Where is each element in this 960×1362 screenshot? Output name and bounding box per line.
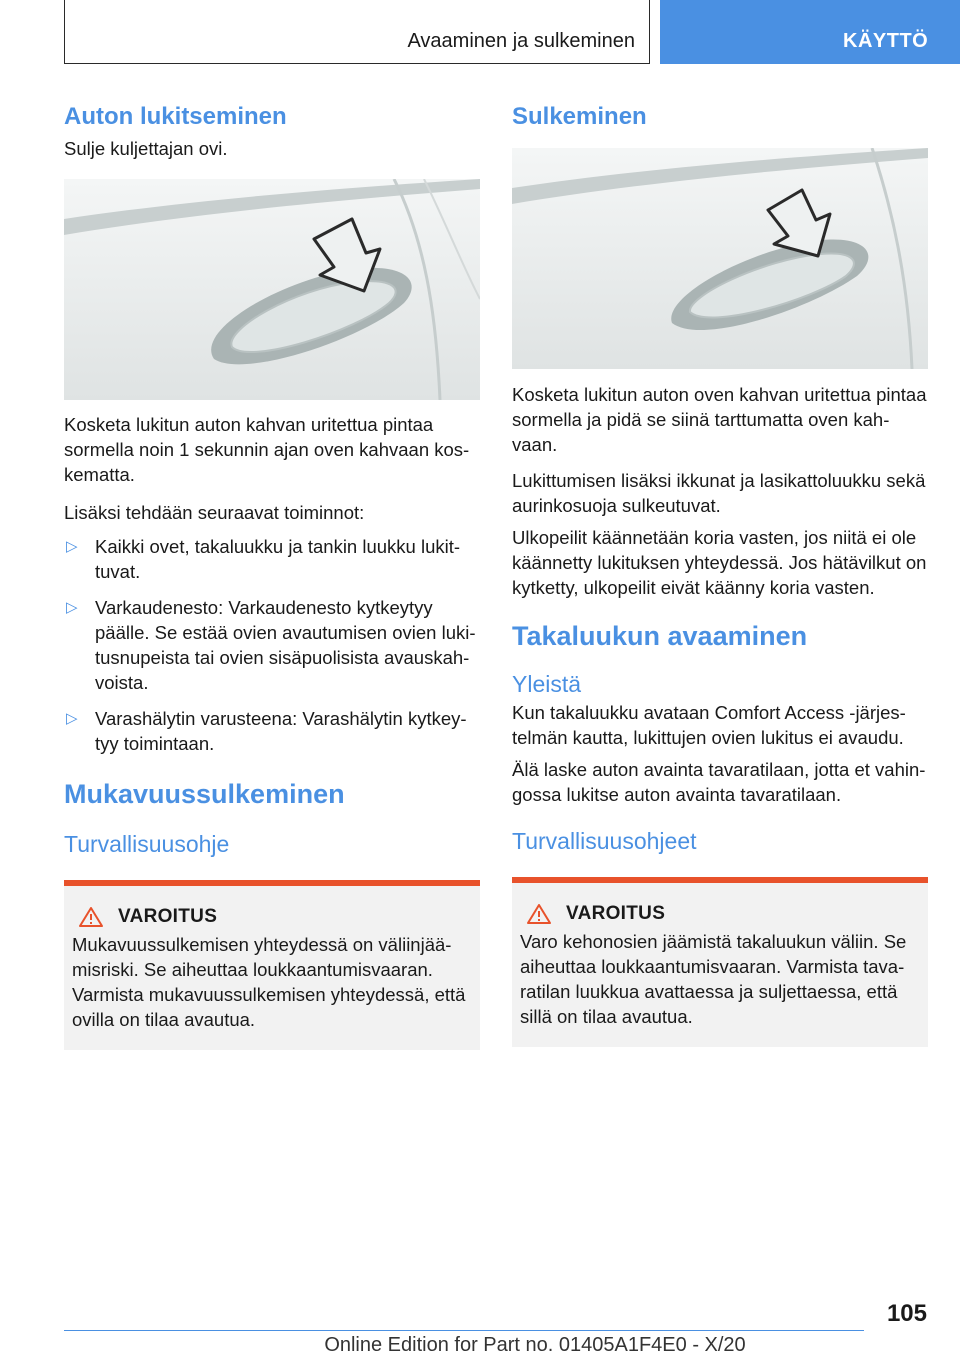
footer-edition: Online Edition for Part no. 01405A1F4E0 - X/20 [324, 1334, 746, 1356]
heading-locking: Auton lukitseminen [64, 103, 287, 130]
header-chapter-label: KÄYTTÖ [843, 30, 929, 52]
list-item: ▷ Kaikki ovet, takaluukku ja tankin luukku lukittuvat. [66, 536, 461, 582]
page-number: 105 [886, 1300, 927, 1327]
header-chapter-tab[interactable] [660, 0, 960, 64]
functions-list [64, 534, 480, 756]
touch-lock-text: Kosketa lukitun auton kahvan uritettua pintaa sormella noin 1 sekunnin ajan oven kahvaan koskematta. [64, 414, 470, 485]
door-handle-figure [64, 179, 480, 400]
bullet-triangle-icon: ▷ [66, 599, 78, 616]
heading-safety-notes: Turvallisuusohjeet [512, 828, 697, 854]
warning-triangle-icon [78, 906, 104, 928]
warning-triangle-icon [526, 903, 552, 925]
touch-hold-text: Kosketa lukitun auton oven kahvan uritettua pintaa sormella ja pidä se siinä tarttumatta oven kahvaan. [512, 384, 927, 455]
bullet-triangle-icon: ▷ [66, 710, 78, 727]
left-column [64, 100, 480, 1050]
close-door-text: Sulje kuljettajan ovi. [64, 138, 228, 159]
heading-opening-tailgate: Takaluukun avaaminen [512, 621, 808, 651]
additional-functions-text: Lisäksi tehdään seuraavat toiminnot: [64, 502, 365, 523]
warning-box [512, 877, 928, 1047]
door-handle-figure [512, 148, 928, 369]
right-column [512, 100, 928, 1047]
heading-comfort-closing: Mukavuussulkeminen [64, 779, 345, 809]
warning-box [64, 880, 480, 1050]
key-warning-text: Älä laske auton avainta tavaratilaan, jotta et vahingossa lukitse auton avainta tavaratilaan. [512, 759, 926, 805]
list-item: ▷ Varashälytin varusteena: Varashälytin kytkeytyy toimintaan. [66, 708, 467, 754]
header-section-title: Avaaminen ja sulkeminen [407, 30, 635, 52]
warning-text: Mukavuussulkemisen yhteydessä on väliinjäämisriski. Se aiheuttaa loukkaantumisvaaran. Varmista mukavuussulkemisen yhteydessä, että ovilla on tilaa avautua. [72, 934, 466, 1030]
header-frame [64, 0, 650, 64]
heading-closing: Sulkeminen [512, 103, 647, 130]
list-item: ▷ Varkaudenesto: Varkaudenesto kytkeytyy päälle. Se estää ovien avautumisen ovien lukitusnupeista tai ovien sisäpuolisista avauskahvoista. [66, 597, 476, 693]
footer-divider [64, 1330, 864, 1331]
bullet-triangle-icon: ▷ [66, 538, 78, 555]
door-handle-arrow-icon [64, 179, 480, 400]
door-handle-arrow-icon [512, 148, 928, 369]
heading-safety-note: Turvallisuusohje [64, 831, 230, 857]
mirrors-fold-text: Ulkopeilit käännetään koria vasten, jos niitä ei ole käännetty lukituksen yhteydessä. Jos hätävilkut on kytketty, ulkopeilit eivät käänny koria vasten. [512, 527, 927, 598]
warning-title: VAROITUS [566, 903, 666, 924]
comfort-access-text: Kun takaluukku avataan Comfort Access -järjestelmän kautta, lukittujen ovien lukitus ei avaudu. [512, 702, 906, 748]
warning-text: Varo kehonosien jäämistä takaluukun väliin. Se aiheuttaa loukkaantumisvaaran. Varmista tavaratilan luukkua avattaessa ja suljettaessa, että sillä on tilaa avautua. [520, 931, 907, 1027]
warning-title: VAROITUS [118, 906, 218, 927]
windows-close-text: Lukittumisen lisäksi ikkunat ja lasikattoluukku sekä aurinkosuoja sulkeutuvat. [512, 470, 926, 516]
heading-general: Yleistä [512, 671, 582, 697]
